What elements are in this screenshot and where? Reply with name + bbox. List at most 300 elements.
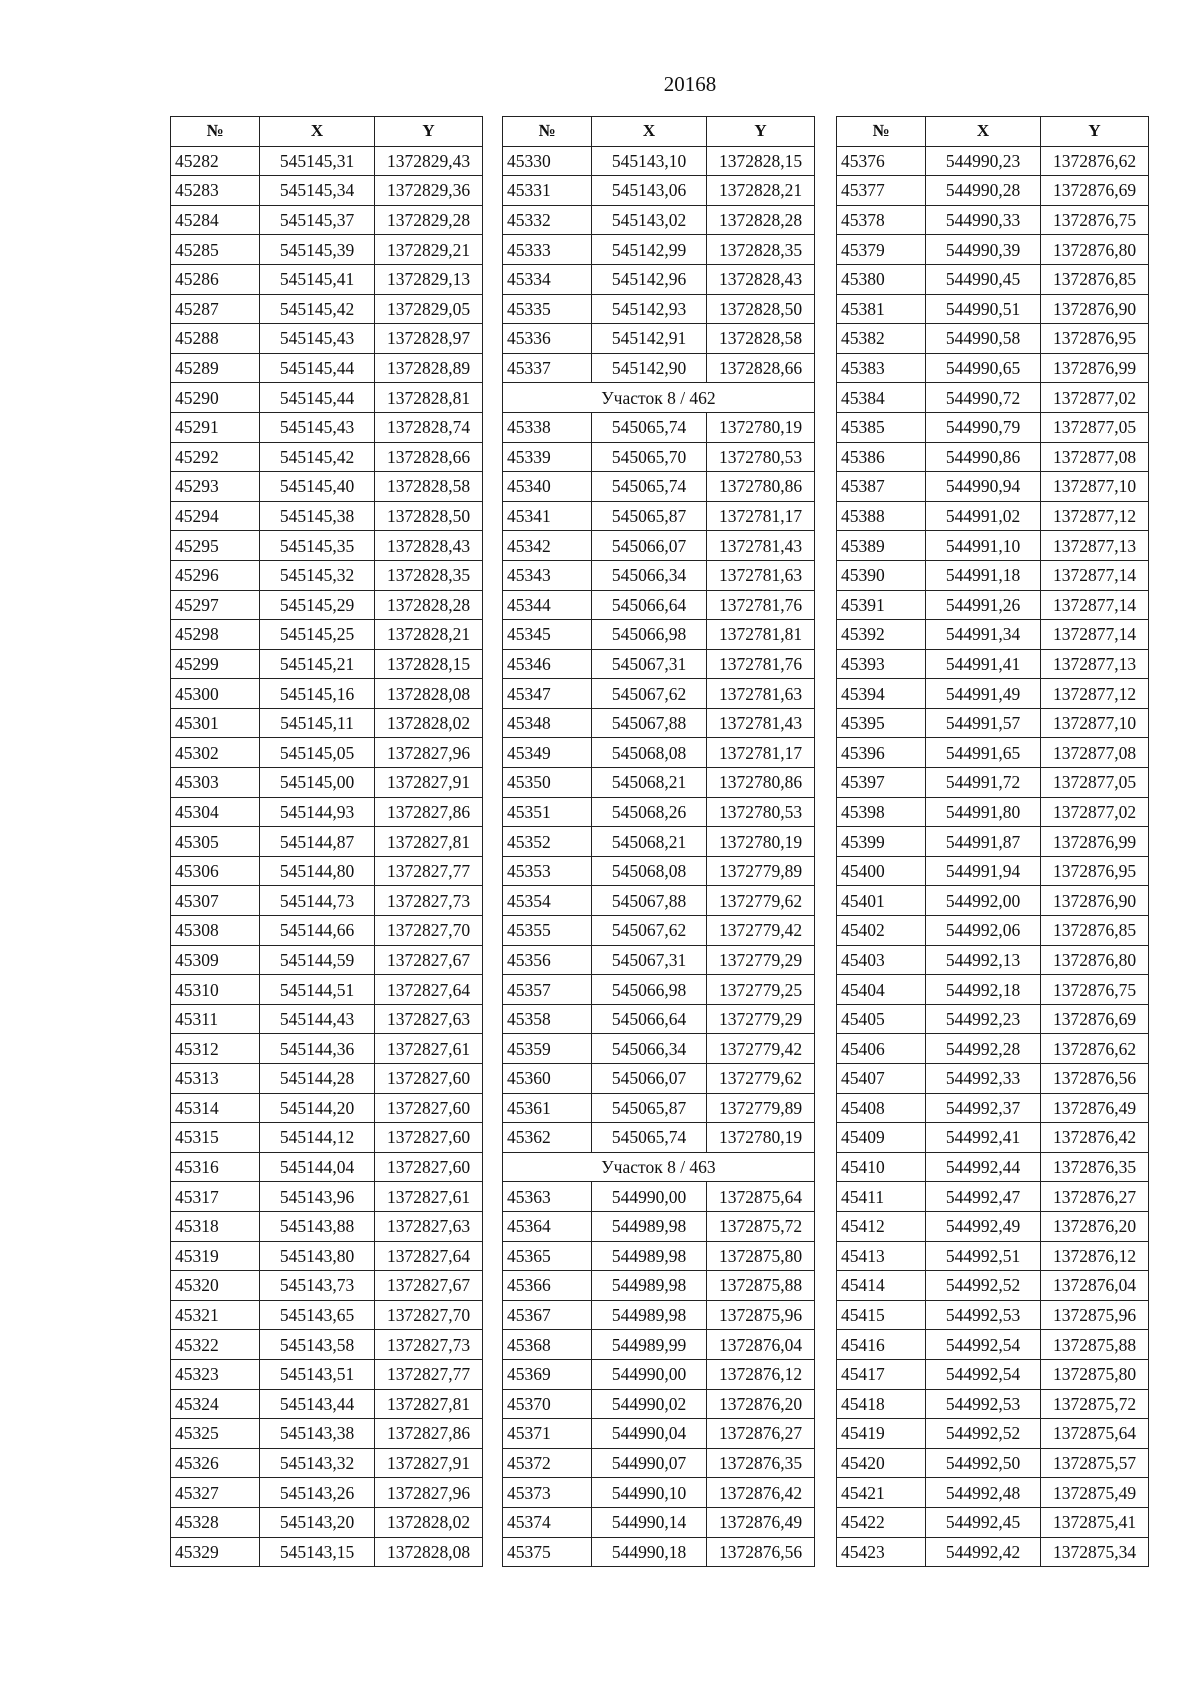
y-coordinate-cell: 1372876,69 [1041, 1004, 1149, 1034]
table-row [503, 708, 815, 738]
x-coordinate-cell: 545143,10 [592, 146, 707, 176]
point-number-cell: 45377 [837, 176, 926, 206]
y-coordinate-cell: 1372829,21 [375, 235, 483, 265]
x-coordinate-cell: 544990,79 [926, 412, 1041, 442]
point-number-cell: 45407 [837, 1064, 926, 1094]
y-coordinate-cell: 1372829,28 [375, 205, 483, 235]
point-number-cell: 45361 [503, 1093, 592, 1123]
x-coordinate-cell: 545145,05 [260, 738, 375, 768]
x-coordinate-cell: 545067,31 [592, 649, 707, 679]
y-coordinate-cell: 1372827,77 [375, 1359, 483, 1389]
y-coordinate-cell: 1372829,36 [375, 176, 483, 206]
point-number-cell: 45393 [837, 649, 926, 679]
point-number-cell: 45366 [503, 1271, 592, 1301]
table-row [171, 235, 483, 265]
point-number-cell: 45404 [837, 975, 926, 1005]
point-number-cell: 45288 [171, 324, 260, 354]
point-number-cell: 45325 [171, 1419, 260, 1449]
x-coordinate-cell: 545066,34 [592, 1034, 707, 1064]
point-number-cell: 45384 [837, 383, 926, 413]
point-number-cell: 45318 [171, 1211, 260, 1241]
y-coordinate-cell: 1372827,67 [375, 1271, 483, 1301]
point-number-cell: 45356 [503, 945, 592, 975]
y-coordinate-cell: 1372876,49 [1041, 1093, 1149, 1123]
table-row [837, 590, 1149, 620]
point-number-cell: 45419 [837, 1419, 926, 1449]
point-number-cell: 45402 [837, 916, 926, 946]
x-coordinate-cell: 544992,45 [926, 1507, 1041, 1537]
table-row [171, 620, 483, 650]
table-row [171, 1419, 483, 1449]
point-number-cell: 45306 [171, 856, 260, 886]
point-number-cell: 45285 [171, 235, 260, 265]
table-row [171, 738, 483, 768]
table-row [837, 1004, 1149, 1034]
table-row [503, 205, 815, 235]
table-row [171, 679, 483, 709]
point-number-cell: 45344 [503, 590, 592, 620]
x-coordinate-cell: 544989,98 [592, 1211, 707, 1241]
table-row [503, 1123, 815, 1153]
point-number-cell: 45413 [837, 1241, 926, 1271]
y-coordinate-cell: 1372828,43 [707, 264, 815, 294]
y-coordinate-cell: 1372827,96 [375, 738, 483, 768]
table-row [837, 1152, 1149, 1182]
point-number-cell: 45405 [837, 1004, 926, 1034]
x-coordinate-cell: 544991,34 [926, 620, 1041, 650]
y-coordinate-cell: 1372827,64 [375, 1241, 483, 1271]
point-number-cell: 45282 [171, 146, 260, 176]
point-number-cell: 45338 [503, 412, 592, 442]
x-coordinate-cell: 544990,00 [592, 1182, 707, 1212]
point-number-cell: 45383 [837, 353, 926, 383]
x-coordinate-cell: 545068,21 [592, 827, 707, 857]
table-row [503, 176, 815, 206]
x-coordinate-cell: 544991,65 [926, 738, 1041, 768]
point-number-cell: 45379 [837, 235, 926, 265]
y-coordinate-cell: 1372780,19 [707, 827, 815, 857]
x-coordinate-cell: 545142,91 [592, 324, 707, 354]
table-row [837, 768, 1149, 798]
y-coordinate-cell: 1372876,85 [1041, 916, 1149, 946]
y-coordinate-cell: 1372781,63 [707, 679, 815, 709]
point-number-cell: 45369 [503, 1359, 592, 1389]
point-number-cell: 45409 [837, 1123, 926, 1153]
x-coordinate-cell: 545065,87 [592, 501, 707, 531]
y-coordinate-cell: 1372877,08 [1041, 738, 1149, 768]
x-coordinate-cell: 545143,26 [260, 1478, 375, 1508]
y-coordinate-cell: 1372828,15 [707, 146, 815, 176]
point-number-cell: 45329 [171, 1537, 260, 1567]
x-coordinate-cell: 544992,48 [926, 1478, 1041, 1508]
table-row [171, 1211, 483, 1241]
x-coordinate-cell: 544990,94 [926, 472, 1041, 502]
y-coordinate-cell: 1372877,12 [1041, 679, 1149, 709]
y-coordinate-cell: 1372876,62 [1041, 1034, 1149, 1064]
y-coordinate-cell: 1372875,64 [1041, 1419, 1149, 1449]
y-coordinate-cell: 1372827,77 [375, 856, 483, 886]
table-row [171, 324, 483, 354]
point-number-cell: 45389 [837, 531, 926, 561]
point-number-cell: 45333 [503, 235, 592, 265]
x-coordinate-cell: 545068,08 [592, 738, 707, 768]
table-row [503, 353, 815, 383]
x-coordinate-cell: 545142,99 [592, 235, 707, 265]
y-coordinate-cell: 1372875,72 [707, 1211, 815, 1241]
x-coordinate-cell: 545145,44 [260, 383, 375, 413]
point-number-cell: 45310 [171, 975, 260, 1005]
point-number-cell: 45313 [171, 1064, 260, 1094]
section-row [503, 383, 815, 413]
table-row [503, 590, 815, 620]
y-coordinate-cell: 1372827,73 [375, 886, 483, 916]
y-coordinate-cell: 1372781,81 [707, 620, 815, 650]
point-number-cell: 45336 [503, 324, 592, 354]
y-coordinate-cell: 1372877,02 [1041, 797, 1149, 827]
x-coordinate-cell: 544990,33 [926, 205, 1041, 235]
table-row [503, 1300, 815, 1330]
x-coordinate-cell: 545068,08 [592, 856, 707, 886]
table-row [503, 264, 815, 294]
x-coordinate-cell: 545145,35 [260, 531, 375, 561]
point-number-cell: 45297 [171, 590, 260, 620]
y-coordinate-cell: 1372827,63 [375, 1211, 483, 1241]
table-row [171, 353, 483, 383]
table-row [837, 1182, 1149, 1212]
y-coordinate-cell: 1372781,63 [707, 560, 815, 590]
table-row [503, 1004, 815, 1034]
x-coordinate-cell: 544992,54 [926, 1330, 1041, 1360]
y-coordinate-cell: 1372876,56 [707, 1537, 815, 1567]
point-number-cell: 45378 [837, 205, 926, 235]
y-coordinate-cell: 1372827,60 [375, 1064, 483, 1094]
table-row [171, 1300, 483, 1330]
table-row [837, 501, 1149, 531]
table-row [503, 797, 815, 827]
y-coordinate-cell: 1372781,43 [707, 531, 815, 561]
header-y: Y [707, 117, 815, 147]
header-y: Y [1041, 117, 1149, 147]
x-coordinate-cell: 544989,98 [592, 1241, 707, 1271]
y-coordinate-cell: 1372828,35 [375, 560, 483, 590]
table-row [171, 176, 483, 206]
x-coordinate-cell: 545068,21 [592, 768, 707, 798]
x-coordinate-cell: 545066,98 [592, 975, 707, 1005]
table-row [171, 768, 483, 798]
table-row [837, 1300, 1149, 1330]
section-row [503, 1152, 815, 1182]
table-row [837, 205, 1149, 235]
table-row [171, 1478, 483, 1508]
point-number-cell: 45415 [837, 1300, 926, 1330]
point-number-cell: 45343 [503, 560, 592, 590]
point-number-cell: 45416 [837, 1330, 926, 1360]
x-coordinate-cell: 545142,96 [592, 264, 707, 294]
y-coordinate-cell: 1372779,42 [707, 916, 815, 946]
x-coordinate-cell: 545144,87 [260, 827, 375, 857]
table-row [503, 649, 815, 679]
table-row [171, 501, 483, 531]
table-row [171, 856, 483, 886]
point-number-cell: 45386 [837, 442, 926, 472]
table-row [503, 886, 815, 916]
point-number-cell: 45294 [171, 501, 260, 531]
y-coordinate-cell: 1372876,20 [707, 1389, 815, 1419]
y-coordinate-cell: 1372875,34 [1041, 1537, 1149, 1567]
y-coordinate-cell: 1372875,80 [707, 1241, 815, 1271]
table-row [171, 916, 483, 946]
y-coordinate-cell: 1372779,42 [707, 1034, 815, 1064]
y-coordinate-cell: 1372876,85 [1041, 264, 1149, 294]
x-coordinate-cell: 545143,80 [260, 1241, 375, 1271]
y-coordinate-cell: 1372827,73 [375, 1330, 483, 1360]
y-coordinate-cell: 1372877,05 [1041, 768, 1149, 798]
y-coordinate-cell: 1372829,13 [375, 264, 483, 294]
y-coordinate-cell: 1372828,35 [707, 235, 815, 265]
table-row [503, 679, 815, 709]
x-coordinate-cell: 545145,40 [260, 472, 375, 502]
x-coordinate-cell: 544992,06 [926, 916, 1041, 946]
x-coordinate-cell: 544992,28 [926, 1034, 1041, 1064]
point-number-cell: 45337 [503, 353, 592, 383]
table-row [837, 1359, 1149, 1389]
table-row [837, 1478, 1149, 1508]
point-number-cell: 45376 [837, 146, 926, 176]
y-coordinate-cell: 1372827,61 [375, 1034, 483, 1064]
table-row [503, 501, 815, 531]
table-row [837, 412, 1149, 442]
y-coordinate-cell: 1372875,96 [1041, 1300, 1149, 1330]
point-number-cell: 45316 [171, 1152, 260, 1182]
x-coordinate-cell: 545066,34 [592, 560, 707, 590]
point-number-cell: 45372 [503, 1448, 592, 1478]
table-row [837, 1330, 1149, 1360]
point-number-cell: 45360 [503, 1064, 592, 1094]
table-row [837, 1389, 1149, 1419]
y-coordinate-cell: 1372876,75 [1041, 975, 1149, 1005]
y-coordinate-cell: 1372876,80 [1041, 945, 1149, 975]
point-number-cell: 45382 [837, 324, 926, 354]
table-row [837, 1064, 1149, 1094]
y-coordinate-cell: 1372780,86 [707, 768, 815, 798]
y-coordinate-cell: 1372828,89 [375, 353, 483, 383]
y-coordinate-cell: 1372779,89 [707, 856, 815, 886]
point-number-cell: 45339 [503, 442, 592, 472]
x-coordinate-cell: 544991,26 [926, 590, 1041, 620]
table-row [503, 146, 815, 176]
y-coordinate-cell: 1372876,35 [1041, 1152, 1149, 1182]
x-coordinate-cell: 545065,74 [592, 412, 707, 442]
point-number-cell: 45322 [171, 1330, 260, 1360]
point-number-cell: 45292 [171, 442, 260, 472]
table-row [503, 531, 815, 561]
x-coordinate-cell: 544992,00 [926, 886, 1041, 916]
x-coordinate-cell: 545145,42 [260, 294, 375, 324]
y-coordinate-cell: 1372828,02 [375, 708, 483, 738]
y-coordinate-cell: 1372876,99 [1041, 353, 1149, 383]
point-number-cell: 45319 [171, 1241, 260, 1271]
x-coordinate-cell: 544990,45 [926, 264, 1041, 294]
table-row [837, 560, 1149, 590]
y-coordinate-cell: 1372827,91 [375, 768, 483, 798]
point-number-cell: 45358 [503, 1004, 592, 1034]
point-number-cell: 45340 [503, 472, 592, 502]
y-coordinate-cell: 1372828,43 [375, 531, 483, 561]
table-row [503, 1507, 815, 1537]
y-coordinate-cell: 1372876,99 [1041, 827, 1149, 857]
y-coordinate-cell: 1372827,86 [375, 797, 483, 827]
y-coordinate-cell: 1372779,29 [707, 1004, 815, 1034]
table-row [171, 1123, 483, 1153]
table-row [503, 235, 815, 265]
table-row [503, 412, 815, 442]
x-coordinate-cell: 545144,12 [260, 1123, 375, 1153]
table-row [171, 1004, 483, 1034]
x-coordinate-cell: 545067,88 [592, 886, 707, 916]
point-number-cell: 45304 [171, 797, 260, 827]
y-coordinate-cell: 1372876,90 [1041, 886, 1149, 916]
point-number-cell: 45418 [837, 1389, 926, 1419]
point-number-cell: 45373 [503, 1478, 592, 1508]
x-coordinate-cell: 544992,37 [926, 1093, 1041, 1123]
point-number-cell: 45414 [837, 1271, 926, 1301]
y-coordinate-cell: 1372875,41 [1041, 1507, 1149, 1537]
y-coordinate-cell: 1372828,74 [375, 412, 483, 442]
x-coordinate-cell: 544992,54 [926, 1359, 1041, 1389]
x-coordinate-cell: 545066,64 [592, 590, 707, 620]
x-coordinate-cell: 545145,25 [260, 620, 375, 650]
x-coordinate-cell: 544992,33 [926, 1064, 1041, 1094]
y-coordinate-cell: 1372876,69 [1041, 176, 1149, 206]
table-row [171, 1448, 483, 1478]
y-coordinate-cell: 1372828,15 [375, 649, 483, 679]
point-number-cell: 45359 [503, 1034, 592, 1064]
table-row [837, 856, 1149, 886]
table-row [503, 1211, 815, 1241]
table-row [837, 294, 1149, 324]
table-row [171, 442, 483, 472]
table-row [171, 412, 483, 442]
coordinates-table-3 [836, 116, 1149, 1567]
point-number-cell: 45367 [503, 1300, 592, 1330]
header-number: № [837, 117, 926, 147]
point-number-cell: 45387 [837, 472, 926, 502]
table-row [837, 264, 1149, 294]
y-coordinate-cell: 1372780,19 [707, 412, 815, 442]
point-number-cell: 45349 [503, 738, 592, 768]
table-row [503, 620, 815, 650]
point-number-cell: 45403 [837, 945, 926, 975]
y-coordinate-cell: 1372827,60 [375, 1123, 483, 1153]
x-coordinate-cell: 544990,23 [926, 146, 1041, 176]
x-coordinate-cell: 544992,18 [926, 975, 1041, 1005]
y-coordinate-cell: 1372827,70 [375, 1300, 483, 1330]
y-coordinate-cell: 1372827,60 [375, 1152, 483, 1182]
x-coordinate-cell: 545068,26 [592, 797, 707, 827]
point-number-cell: 45346 [503, 649, 592, 679]
y-coordinate-cell: 1372827,64 [375, 975, 483, 1005]
point-number-cell: 45284 [171, 205, 260, 235]
x-coordinate-cell: 544990,58 [926, 324, 1041, 354]
y-coordinate-cell: 1372828,28 [375, 590, 483, 620]
table-row [171, 1093, 483, 1123]
point-number-cell: 45290 [171, 383, 260, 413]
point-number-cell: 45348 [503, 708, 592, 738]
x-coordinate-cell: 545144,36 [260, 1034, 375, 1064]
y-coordinate-cell: 1372875,64 [707, 1182, 815, 1212]
x-coordinate-cell: 545066,07 [592, 1064, 707, 1094]
coordinates-table-2 [502, 116, 815, 1567]
y-coordinate-cell: 1372876,80 [1041, 235, 1149, 265]
y-coordinate-cell: 1372876,35 [707, 1448, 815, 1478]
y-coordinate-cell: 1372876,04 [1041, 1271, 1149, 1301]
table-row [171, 383, 483, 413]
x-coordinate-cell: 545143,32 [260, 1448, 375, 1478]
point-number-cell: 45375 [503, 1537, 592, 1567]
x-coordinate-cell: 544992,52 [926, 1271, 1041, 1301]
point-number-cell: 45385 [837, 412, 926, 442]
y-coordinate-cell: 1372877,10 [1041, 708, 1149, 738]
point-number-cell: 45295 [171, 531, 260, 561]
y-coordinate-cell: 1372779,89 [707, 1093, 815, 1123]
y-coordinate-cell: 1372781,17 [707, 738, 815, 768]
x-coordinate-cell: 545066,07 [592, 531, 707, 561]
table-row [503, 916, 815, 946]
y-coordinate-cell: 1372828,58 [707, 324, 815, 354]
y-coordinate-cell: 1372781,76 [707, 649, 815, 679]
y-coordinate-cell: 1372779,62 [707, 886, 815, 916]
point-number-cell: 45286 [171, 264, 260, 294]
point-number-cell: 45334 [503, 264, 592, 294]
section-label: Участок 8 / 462 [503, 383, 815, 413]
point-number-cell: 45283 [171, 176, 260, 206]
x-coordinate-cell: 544991,72 [926, 768, 1041, 798]
x-coordinate-cell: 544992,47 [926, 1182, 1041, 1212]
point-number-cell: 45353 [503, 856, 592, 886]
y-coordinate-cell: 1372877,14 [1041, 560, 1149, 590]
y-coordinate-cell: 1372877,14 [1041, 620, 1149, 650]
x-coordinate-cell: 545143,96 [260, 1182, 375, 1212]
x-coordinate-cell: 544992,50 [926, 1448, 1041, 1478]
header-number: № [171, 117, 260, 147]
table-row [503, 560, 815, 590]
y-coordinate-cell: 1372828,81 [375, 383, 483, 413]
point-number-cell: 45371 [503, 1419, 592, 1449]
table-row [503, 1537, 815, 1567]
table-row [837, 146, 1149, 176]
point-number-cell: 45355 [503, 916, 592, 946]
x-coordinate-cell: 545145,31 [260, 146, 375, 176]
y-coordinate-cell: 1372828,02 [375, 1507, 483, 1537]
table-row [171, 827, 483, 857]
x-coordinate-cell: 545067,31 [592, 945, 707, 975]
y-coordinate-cell: 1372876,62 [1041, 146, 1149, 176]
y-coordinate-cell: 1372876,49 [707, 1507, 815, 1537]
point-number-cell: 45399 [837, 827, 926, 857]
y-coordinate-cell: 1372828,97 [375, 324, 483, 354]
y-coordinate-cell: 1372780,53 [707, 442, 815, 472]
point-number-cell: 45299 [171, 649, 260, 679]
point-number-cell: 45400 [837, 856, 926, 886]
point-number-cell: 45396 [837, 738, 926, 768]
table-row [837, 886, 1149, 916]
table-row [837, 916, 1149, 946]
x-coordinate-cell: 545145,37 [260, 205, 375, 235]
table-row [171, 1271, 483, 1301]
coordinates-table-1 [170, 116, 483, 1567]
x-coordinate-cell: 544992,49 [926, 1211, 1041, 1241]
x-coordinate-cell: 545145,39 [260, 235, 375, 265]
